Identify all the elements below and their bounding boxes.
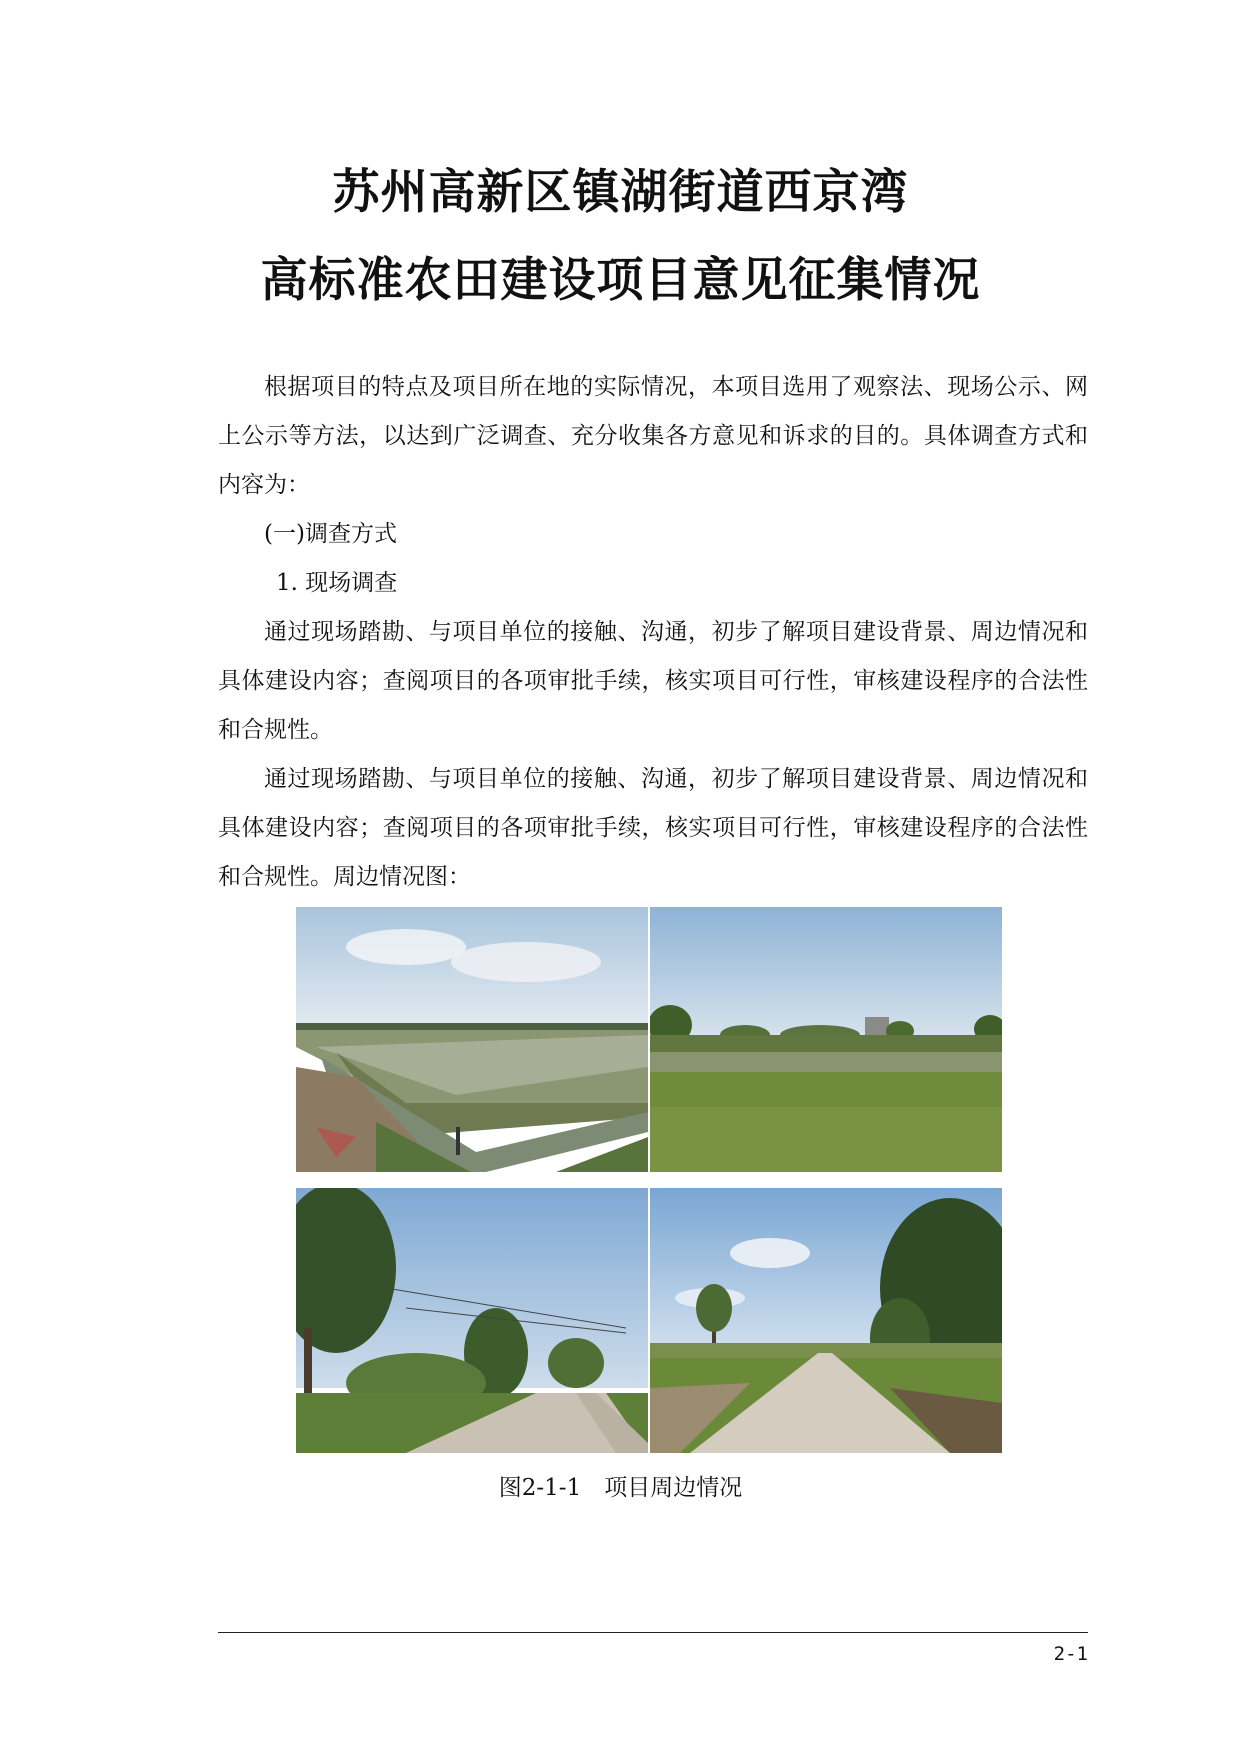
figure-caption: 图2-1-1 项目周边情况 — [498, 1475, 743, 1501]
body-paragraph-2: 通过现场踏勘、与项目单位的接触、沟通，初步了解项目建设背景、周边情况和具体建设内容；查阅项目的各项审批手续，核实项目可行性，审核建设程序的合法性和合规性。周边情况图： — [218, 766, 1088, 890]
intro-paragraph: 根据项目的特点及项目所在地的实际情况，本项目选用了观察法、现场公示、网上公示等方法，以达到广泛调查、充分收集各方意见和诉求的目的。具体调查方式和内容为： — [218, 374, 1088, 498]
document-title-line2: 高标准农田建设项目意见征集情况 — [260, 253, 981, 308]
body-paragraph-1: 通过现场踏勘、与项目单位的接触、沟通，初步了解项目建设背景、周边情况和具体建设内容；查阅项目的各项审批手续，核实项目可行性，审核建设程序的合法性和合规性。 — [218, 619, 1088, 743]
site-photos-grid — [296, 907, 1004, 1453]
document-title-line1: 苏州高新区镇湖街道西京湾 — [332, 165, 909, 220]
photo-concrete-road — [650, 1188, 1002, 1453]
page-number: 2-1 — [1053, 1643, 1088, 1665]
footer-divider — [218, 1632, 1088, 1633]
photo-paddy-field-ditch — [296, 907, 648, 1172]
photo-pond-grassland — [650, 907, 1002, 1172]
photo-tree-lined-road — [296, 1188, 648, 1453]
section-heading: (一)调查方式 — [264, 521, 397, 547]
subsection-heading: 1. 现场调查 — [276, 570, 398, 596]
